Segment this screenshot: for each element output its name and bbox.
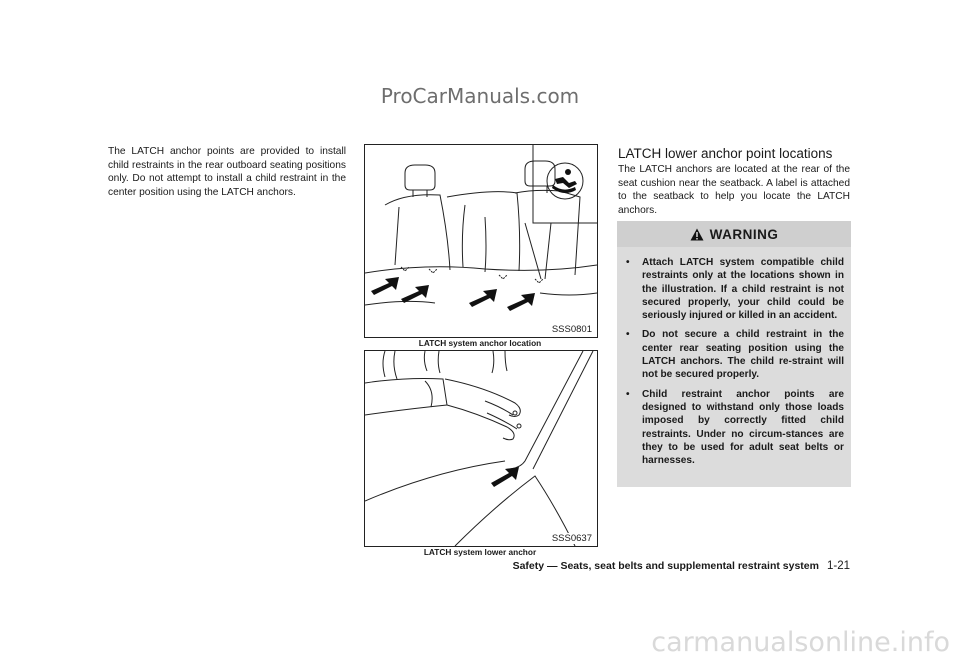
figure-code: SSS0637 — [551, 533, 592, 544]
warning-title: WARNING — [709, 226, 779, 242]
figure-code: SSS0801 — [551, 324, 592, 335]
intro-paragraph: The LATCH anchor points are provided to install child restraints in the rear outboard seating positions only. Do not attempt to install a child restraint in the center position using the LATCH anchors. — [108, 146, 346, 198]
figure-caption: LATCH system anchor location — [418, 338, 542, 348]
page-footer — [513, 560, 850, 572]
figure-caption: LATCH system lower anchor — [423, 547, 537, 557]
bullet: • — [626, 257, 630, 268]
watermark-carmanualsonline: carmanualsonline.info — [651, 627, 950, 658]
figure-latch-lower-anchor — [364, 350, 598, 547]
warning-item-text: Attach LATCH system compatible child restraints only at the locations shown in the illustration. If a child restraint is not secured properly, your child could be seriously injured or killed in an accident. — [642, 257, 844, 322]
warning-item — [626, 256, 844, 322]
figure-latch-anchor-location — [364, 144, 598, 338]
warning-header — [617, 221, 851, 247]
warning-item-text: Do not secure a child restraint in the center rear seating position using the LATCH anchors. The child re-straint will not be secured properly. — [642, 329, 844, 381]
warning-item — [626, 328, 844, 381]
warning-item-text: Child restraint anchor points are designed to withstand only those loads imposed by correctly fitted child restraints. Under no circum-stances are they to be used for adult seat belts or harnesses. — [642, 388, 844, 467]
section-title: LATCH lower anchor point locations — [618, 146, 833, 161]
bullet: • — [626, 329, 630, 341]
bullet: • — [626, 388, 630, 400]
warning-item — [626, 388, 844, 468]
page-number: 1-21 — [826, 560, 850, 572]
warning-triangle-icon — [690, 228, 704, 241]
rear-seat-illustration — [365, 145, 597, 337]
footer-title: Safety — Seats, seat belts and supplemental restraint system — [512, 560, 819, 572]
watermark-procarmanuals: ProCarManuals.com — [380, 84, 580, 108]
warning-box — [617, 221, 851, 487]
hand-anchor-illustration — [365, 351, 597, 546]
warning-list — [626, 256, 844, 473]
section-body: The LATCH anchors are located at the rear of the seat cushion near the seatback. A label is attached to the seatback to help you locate the LATCH anchors. — [618, 164, 850, 216]
